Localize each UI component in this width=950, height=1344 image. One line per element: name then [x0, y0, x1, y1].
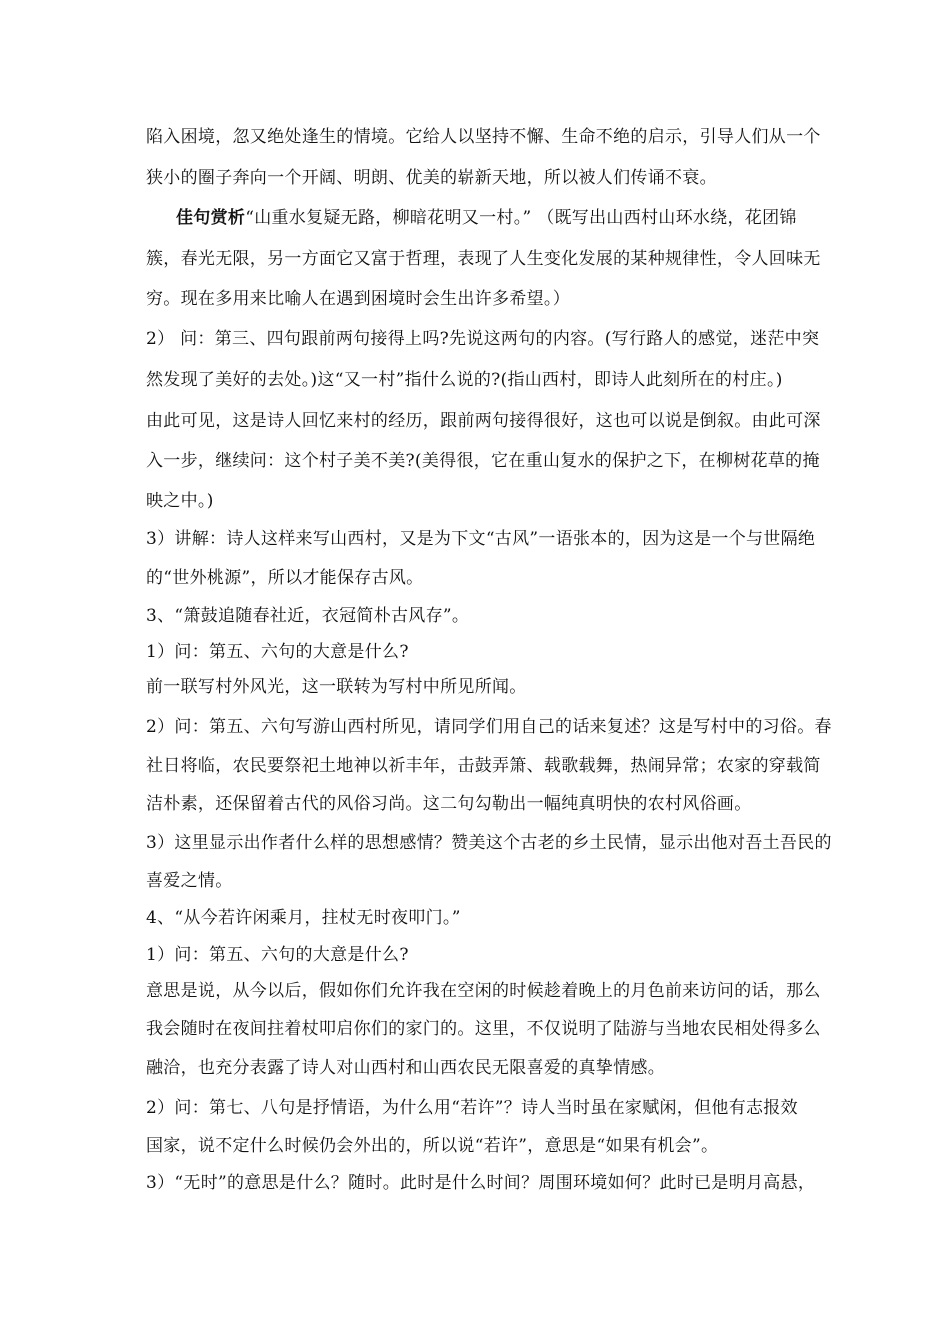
- text-line: 狭小的圈子奔向一个开阔、明朗、优美的崭新天地，所以被人们传诵不衰。: [146, 168, 717, 188]
- text-line: 2）问：第七、八句是抒情语，为什么用“若许”？诗人当时虽在家赋闲，但他有志报效: [146, 1098, 798, 1118]
- text-line: 的“世外桃源”，所以才能保存古风。: [146, 568, 424, 588]
- text-line: [176, 207, 846, 229]
- text-line: 3）讲解：诗人这样来写山西村，又是为下文“古风”一语张本的，因为这是一个与世隔绝: [146, 529, 816, 549]
- text-line: 1）问：第五、六句的大意是什么?: [146, 945, 409, 965]
- text-line: 3、“箫鼓追随春社近，衣冠简朴古风存”。: [146, 606, 470, 626]
- text-line: 1）问：第五、六句的大意是什么?: [146, 642, 409, 662]
- text-line: 簇，春光无限，另一方面它又富于哲理，表现了人生变化发展的某种规律性，令人回味无: [146, 249, 821, 269]
- text-line: 2）问：第五、六句写游山西村所见，请同学们用自己的话来复述？这是写村中的习俗。春: [146, 717, 832, 737]
- text-line: 入一步，继续问：这个村子美不美?(美得很，它在重山复水的保护之下，在柳树花草的掩: [146, 451, 820, 471]
- text-line: 国家，说不定什么时候仍会外出的，所以说“若许”，意思是“如果有机会”。: [146, 1136, 719, 1156]
- text-line: 融洽，也充分表露了诗人对山西村和山西农民无限喜爱的真挚情感。: [146, 1058, 665, 1078]
- text-line: 社日将临，农民要祭祀土地神以祈丰年，击鼓弄箫、载歌载舞，热闹异常；农家的穿载简: [146, 756, 821, 776]
- text-line: 喜爱之情。: [146, 871, 233, 891]
- text-line: 4、“从今若许闲乘月，拄杖无时夜叩门。”: [146, 908, 461, 928]
- text-line: 穷。现在多用来比喻人在遇到困境时会生出许多希望。）: [146, 289, 570, 309]
- text-span: “山重水复疑无路，柳暗花明又一村。” （既写出山西村山环水绕，花团锦: [245, 208, 797, 228]
- text-line: 陷入困境，忽又绝处逢生的情境。它给人以坚持不懈、生命不绝的启示，引导人们从一个: [146, 127, 821, 147]
- text-line: 3）“无时”的意思是什么？随时。此时是什么时间？周围环境如何？此时已是明月高悬，: [146, 1173, 816, 1193]
- text-line: 映之中。): [146, 491, 214, 511]
- text-line: 我会随时在夜间拄着杖叩启你们的家门的。这里，不仅说明了陆游与当地农民相处得多么: [146, 1019, 821, 1039]
- text-line: 然发现了美好的去处。)这“又一村”指什么说的?(指山西村，即诗人此刻所在的村庄。): [146, 370, 783, 390]
- text-line: 洁朴素，还保留着古代的风俗习尚。这二句勾勒出一幅纯真明快的农村风俗画。: [146, 794, 752, 814]
- text-line: 由此可见，这是诗人回忆来村的经历，跟前两句接得很好，这也可以说是倒叙。由此可深: [146, 411, 821, 431]
- text-line: 2） 问：第三、四句跟前两句接得上吗?先说这两句的内容。(写行路人的感觉，迷茫中突: [146, 329, 820, 349]
- text-line: 3）这里显示出作者什么样的思想感情？赞美这个古老的乡土民情，显示出他对吾土吾民的: [146, 833, 832, 853]
- text-line: 意思是说，从今以后，假如你们允许我在空闲的时候趁着晚上的月色前来访问的话，那么: [146, 981, 821, 1001]
- text-line: 前一联写村外风光，这一联转为写村中所见所闻。: [146, 677, 527, 697]
- bold-label: 佳句赏析: [176, 208, 246, 228]
